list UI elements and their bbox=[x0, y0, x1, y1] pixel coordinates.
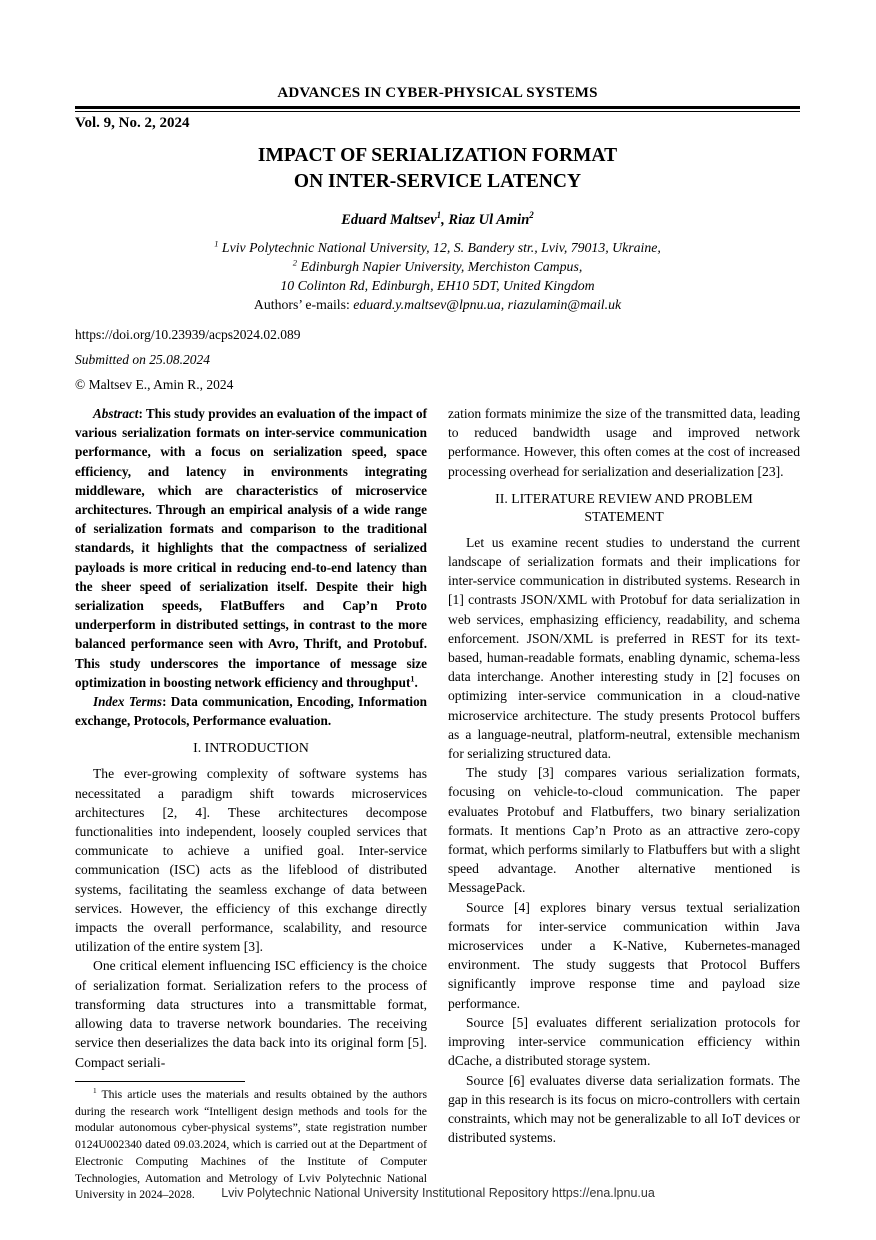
two-column-body bbox=[75, 404, 800, 1204]
header-double-rule bbox=[75, 106, 800, 112]
index-terms-text: : Data communication, Encoding, Information exchange, Protocols, Performance evaluation. bbox=[75, 694, 428, 729]
right-column bbox=[448, 404, 800, 1204]
author-1-name: Eduard Maltsev bbox=[341, 212, 437, 228]
paper-title-line2: ON INTER-SERVICE LATENCY bbox=[293, 171, 582, 192]
abstract-colon: : bbox=[138, 406, 146, 421]
literature-paragraph-3: Source [4] explores binary versus textual serialization formats for inter-service communication within Java microservices under a K-Native, Kubernetes-managed environment. The study suggests that Protocol Buffers significantly improve response time and payload size performance. bbox=[448, 899, 800, 1011]
affiliation-1-text: Lviv Polytechnic National University, 12, S. Bandery str., Lviv, 79013, Ukraine, bbox=[218, 240, 661, 255]
introduction-paragraph-1: The ever-growing complexity of software systems has necessitated a paradigm shift towards microservices architectures [2, 4]. These architectures decompose functionalities into independent, loosely coupled services that communicate to achieve a unified goal. Inter-service communication (ISC) acts as the lifeblood of distributed systems, facilitating the seamless exchange of data between services. However, the efficiency of this exchange directly impacts the overall performance, scalability, and resource utilization of the entire system [3]. bbox=[75, 766, 427, 955]
author-2-name: Riaz Ul Amin bbox=[448, 212, 530, 228]
literature-paragraph-2: The study [3] compares various serialization formats, focusing on vehicle-to-cloud communication. The paper evaluates Protobuf and Flatbuffers, two binary serialization formats. It mentions Cap’n Proto as an attractive zero-copy format, which performs similarly to Flatbuffers but with a slight speed advantage. Another alternative mentioned is MessagePack. bbox=[448, 765, 800, 896]
footnote-separator-rule bbox=[75, 1081, 245, 1082]
literature-paragraph-4: Source [5] evaluates different serialization protocols for improving inter-service communication efficiency within dCache, a distributed storage system. bbox=[448, 1014, 800, 1069]
footnote-text: This article uses the materials and results obtained by the authors during the research work “Intelligent design methods and tools for the modular autonomous cyber-physical systems”, state registration number 0124U002340 dated 09.03.2024, which is carried out at the Department of Electronic Computing Machines of the Institute of Computer Technologies, Automation and Metrology of Lviv Polytechnic National University in 2024–2028. bbox=[75, 1087, 427, 1202]
abstract-paragraph bbox=[75, 404, 427, 692]
authors-emails-line bbox=[75, 295, 800, 314]
affiliation-2-text: Edinburgh Napier University, Merchiston Campus, bbox=[297, 259, 583, 274]
authors-separator: , bbox=[441, 212, 449, 228]
journal-title: ADVANCES IN CYBER-PHYSICAL SYSTEMS bbox=[277, 85, 598, 101]
author-1-affiliation-marker: 1 bbox=[436, 210, 442, 221]
affiliations-block bbox=[75, 238, 800, 314]
doi-line: https://doi.org/10.23939/acps2024.02.089 bbox=[75, 327, 301, 342]
continuation-paragraph: zation formats minimize the size of the transmitted data, leading to reduced bandwidth usage and improved network performance. However, this often comes at the cost of increased processing overhead for serialization and deserialization [23]. bbox=[448, 406, 800, 479]
abstract-text: This study provides an evaluation of the impact of various serialization formats on inter-service communication performance, with a focus on serialization speed, space efficiency, and latency in environments integrating middleware, which are characteristics of microservice architectures. Through an empirical analysis of a wide range of serialization formats and comparison to the traditional standards, it highlights that the compactness of serialized payloads is more critical in reducing end-to-end latency than the sheer speed of serialization itself. Despite their high serialization speeds, FlatBuffers and Cap’n Proto underperform in distributed settings, in contrast to the more balanced performance seen with Avro, Thrift, and Protobuf. This study underscores the importance of message size optimization in boosting network efficiency and throughput bbox=[75, 406, 428, 690]
meta-block bbox=[75, 326, 800, 393]
paper-title-line1: IMPACT OF SERIALIZATION FORMAT bbox=[257, 145, 618, 166]
abstract-period: . bbox=[414, 674, 418, 690]
literature-heading-line2: STATEMENT bbox=[584, 508, 664, 524]
introduction-paragraph-2: One critical element influencing ISC efficiency is the choice of serialization format. Serialization refers to the process of transforming data structures into a transmittable format, allowing data to traverse network boundaries. The receiving service then deserializes the data back into its original form [5]. Compact seriali- bbox=[75, 958, 427, 1070]
emails-label: Authors’ e-mails: bbox=[253, 297, 354, 312]
affiliation-1-marker: 1 bbox=[214, 238, 219, 249]
section-heading-introduction: I. INTRODUCTION bbox=[193, 740, 309, 756]
affiliation-2-marker: 2 bbox=[292, 257, 298, 268]
literature-paragraph-5: Source [6] evaluates diverse data serialization formats. The gap in this research is its focus on micro-controllers with certain constraints, which may not be generalizable to all IoT devices or distributed systems. bbox=[448, 1072, 800, 1146]
index-terms-label: Index Terms bbox=[93, 694, 163, 710]
left-column bbox=[75, 404, 427, 1204]
section-heading-literature-review bbox=[448, 490, 800, 526]
literature-heading-line1: II. LITERATURE REVIEW AND PROBLEM bbox=[495, 490, 753, 506]
affiliation-line-1 bbox=[75, 238, 800, 257]
affiliation-line-3: 10 Colinton Rd, Edinburgh, EH10 5DT, United Kingdom bbox=[280, 278, 595, 293]
volume-issue-line: Vol. 9, No. 2, 2024 bbox=[75, 115, 190, 131]
abstract-label: Abstract bbox=[93, 406, 139, 421]
emails-addresses: eduard.y.maltsev@lpnu.ua, riazulamin@mail.uk bbox=[353, 297, 622, 312]
index-terms-paragraph bbox=[75, 692, 427, 730]
affiliation-line-2 bbox=[75, 257, 800, 276]
paper-title bbox=[75, 143, 800, 195]
repository-footer: Lviv Polytechnic National University Institutional Repository https://ena.lpnu.ua bbox=[221, 1186, 655, 1200]
submitted-date-line: Submitted on 25.08.2024 bbox=[75, 352, 210, 367]
copyright-line: © Maltsev E., Amin R., 2024 bbox=[75, 377, 234, 392]
author-2-affiliation-marker: 2 bbox=[529, 210, 534, 221]
abstract-footnote-marker: 1 bbox=[410, 674, 415, 684]
authors-line bbox=[75, 211, 800, 230]
footnote-marker: 1 bbox=[93, 1086, 97, 1095]
literature-paragraph-1: Let us examine recent studies to understand the current landscape of serialization formats and their implications for inter-service communication in distributed systems. Research in [1] contrasts JSON/XML with Protobuf for data serialization in web services, emphasizing efficiency, readability, and schema enforcement. JSON/XML is preferred in REST for its text-based, human-readable formats, enabling dynamic, schema-less data interchange. Another interesting study in [2] focuses on optimizing inter-service communication in a cloud-native microservice architecture. The study presents Protocol buffers as a language-neutral, platform-neutral, extensible mechanism for serializing structured data. bbox=[448, 534, 800, 762]
